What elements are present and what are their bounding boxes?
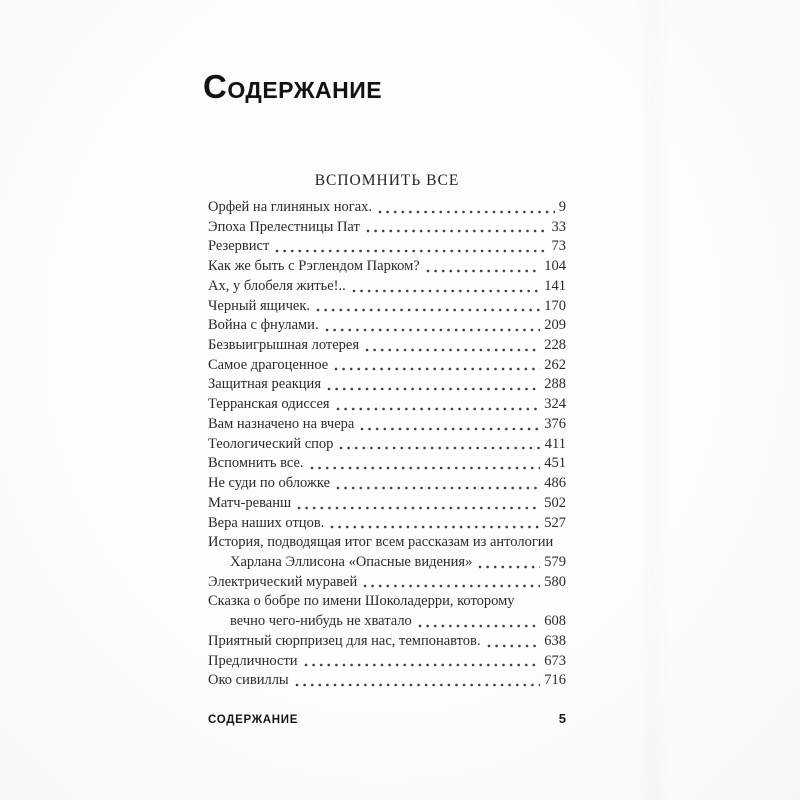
toc-entry-title: Теологический спор <box>208 435 334 452</box>
toc-entry <box>208 652 566 672</box>
leader-dots <box>336 486 540 490</box>
leader-dots <box>352 289 541 293</box>
toc-entry-title: Война с фнулами. <box>208 317 319 334</box>
toc-entry-title: Приятный сюрпризец для нас, темпонавтов. <box>208 632 481 649</box>
toc-entry-page-number: 228 <box>544 337 566 354</box>
toc-entry-title: Безвыигрышная лотерея <box>208 337 360 354</box>
toc-entry-page-number: 411 <box>544 435 566 452</box>
toc-entry <box>208 218 566 238</box>
toc-entry-page-number: 262 <box>544 356 566 373</box>
toc-entry <box>208 514 566 534</box>
leader-dots <box>316 308 540 312</box>
page-title-initial: С <box>203 68 228 105</box>
footer-running-title: СОДЕРЖАНИЕ <box>208 714 299 726</box>
section-heading: ВСПОМНИТЬ ВСЕ <box>314 172 460 189</box>
leader-dots <box>334 367 540 371</box>
leader-dots <box>295 683 541 687</box>
toc-entry <box>208 395 566 415</box>
leader-dots <box>297 506 540 510</box>
toc-entry-continuation <box>208 553 566 573</box>
toc-entry-title: Резервист <box>208 238 270 255</box>
toc-entry-page-number: 638 <box>544 632 566 649</box>
toc-list <box>208 198 566 691</box>
toc-entry <box>208 454 566 474</box>
toc-entry-title: Матч-реванш <box>208 494 292 511</box>
toc-entry-page-number: 324 <box>544 396 566 413</box>
leader-dots <box>363 584 540 588</box>
toc-entry <box>208 592 566 612</box>
toc-entry <box>208 671 566 691</box>
toc-entry-page-number: 608 <box>544 613 566 630</box>
toc-entry-title-continued: Харлана Эллисона «Опасные видения» <box>230 553 473 570</box>
toc-entry <box>208 375 566 395</box>
leader-dots <box>339 446 540 450</box>
leader-dots <box>360 427 540 431</box>
toc-entry <box>208 257 566 277</box>
page-title-rest: ОДЕРЖАНИЕ <box>227 77 383 103</box>
toc-entry-page-number: 486 <box>544 475 566 492</box>
toc-entry-page-number: 376 <box>544 415 566 432</box>
toc-entry-page-number: 9 <box>558 199 566 215</box>
toc-entry-title: Сказка о бобре по имени Шоколадерри, которому <box>208 593 515 610</box>
toc-entry <box>208 474 566 494</box>
toc-entry-page-number: 288 <box>544 376 566 393</box>
toc-entry <box>208 297 566 317</box>
page-title <box>203 70 382 103</box>
leader-dots <box>310 466 541 470</box>
footer-page-number: 5 <box>558 711 566 726</box>
toc-entry-title: Вам назначено на вчера <box>208 415 355 432</box>
toc-entry-title: Предличности <box>208 652 298 669</box>
toc-entry-title: Око сивиллы <box>208 672 289 689</box>
toc-entry <box>208 316 566 336</box>
toc-entry <box>208 494 566 514</box>
toc-entry <box>208 277 566 297</box>
toc-entry-page-number: 73 <box>551 238 566 255</box>
toc-entry-page-number: 580 <box>544 573 566 590</box>
toc-entry-title: История, подводящая итог всем рассказам из антологии <box>208 534 554 551</box>
toc-entry-title: Вера наших отцов. <box>208 514 325 531</box>
leader-dots <box>327 387 540 391</box>
leader-dots <box>325 328 541 332</box>
leader-dots <box>336 407 541 411</box>
toc-entry-title: Вспомнить все. <box>208 455 304 472</box>
toc-entry-page-number: 209 <box>544 317 566 334</box>
leader-dots <box>365 348 540 352</box>
toc-entry-page-number: 33 <box>551 218 566 235</box>
leader-dots <box>275 249 547 253</box>
toc-entry <box>208 632 566 652</box>
toc-entry-page-number: 673 <box>544 652 566 669</box>
toc-entry-title: Электрический муравей <box>208 573 358 590</box>
toc-entry-page-number: 527 <box>544 514 566 531</box>
toc-entry-title: Орфей на глиняных ногах. <box>208 199 373 215</box>
toc-entry <box>208 573 566 593</box>
toc-entry-continuation <box>208 612 566 632</box>
leader-dots <box>426 269 541 273</box>
leader-dots <box>418 624 540 628</box>
toc-entry-page-number: 451 <box>544 455 566 472</box>
toc-entry-title: Самое драгоценное <box>208 356 329 373</box>
toc-entry <box>208 336 566 356</box>
toc-entry <box>208 356 566 376</box>
leader-dots <box>304 663 541 667</box>
toc-entry-page-number: 579 <box>544 553 566 570</box>
leader-dots <box>478 565 540 569</box>
toc-entry-title-continued: вечно чего-нибудь не хватало <box>230 613 412 630</box>
toc-entry-title: Эпоха Прелестницы Пат <box>208 218 360 235</box>
toc-entry <box>208 533 566 553</box>
toc-entry-title: Терранская одиссея <box>208 396 330 413</box>
toc-entry <box>208 237 566 257</box>
toc-entry-page-number: 104 <box>544 258 566 275</box>
leader-dots <box>366 229 548 233</box>
toc-entry-title: Ах, у блобеля житье!.. <box>208 277 346 294</box>
toc-entry-page-number: 502 <box>544 494 566 511</box>
page-footer <box>208 711 566 726</box>
toc-entry-title: Защитная реакция <box>208 376 321 393</box>
toc-entry-page-number: 170 <box>544 297 566 314</box>
toc-entry <box>208 198 566 218</box>
leader-dots <box>330 525 540 529</box>
leader-dots <box>487 644 541 648</box>
toc-entry <box>208 415 566 435</box>
toc-entry-page-number: 141 <box>544 277 566 294</box>
toc-entry-page-number: 716 <box>544 672 566 689</box>
toc-entry <box>208 435 566 455</box>
toc-entry-title: Черный ящичек. <box>208 297 310 314</box>
toc-entry-title: Как же быть с Рэглендом Парком? <box>208 258 420 275</box>
leader-dots <box>378 210 555 214</box>
toc-entry-title: Не суди по обложке <box>208 475 331 492</box>
